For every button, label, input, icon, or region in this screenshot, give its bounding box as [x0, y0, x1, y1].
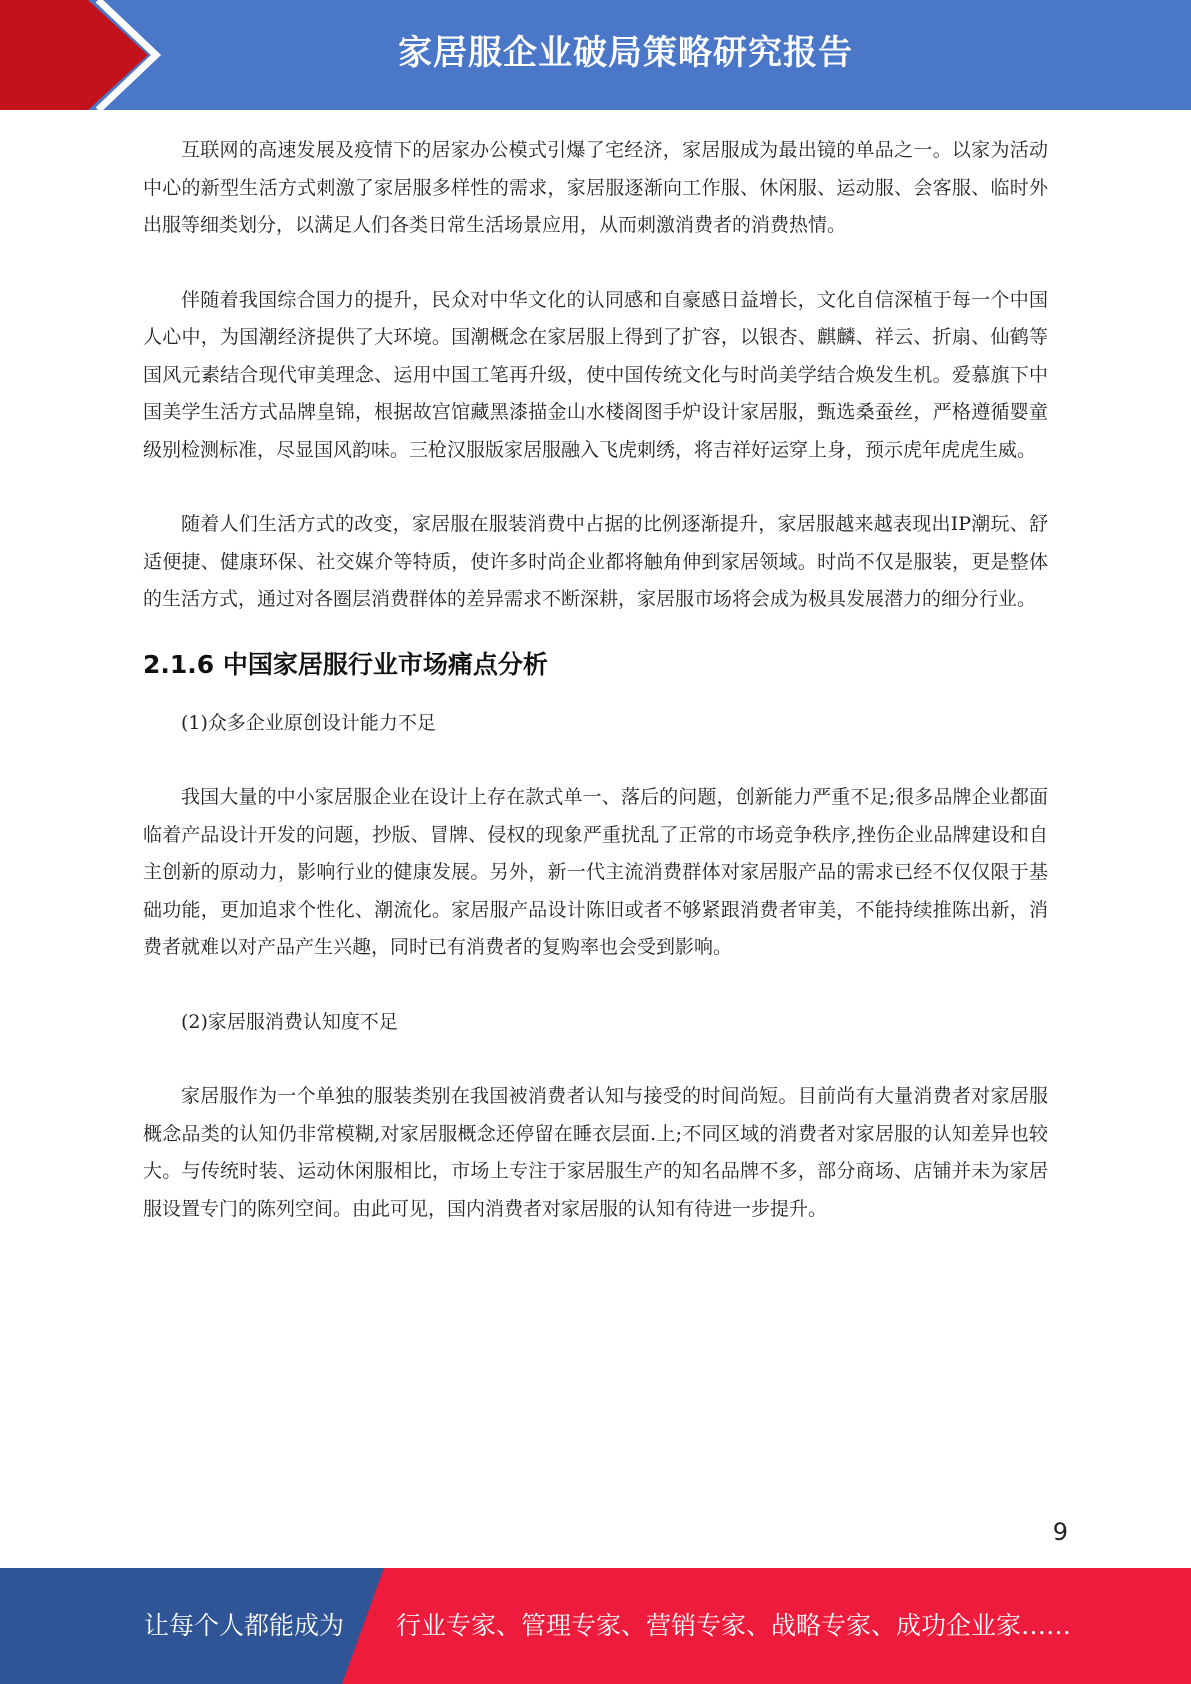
point1-title: (1)众多企业原创设计能力不足	[181, 711, 436, 734]
point1-paragraph: 我国大量的中小家居服企业在设计上存在款式单一、落后的问题，创新能力严重不足;很多品牌企业都面临着产品设计开发的问题，抄版、冒牌、侵权的现象严重扰乱了正常的市场竞争秩序,挫伤企业品牌建设和自主创新的原动力，影响行业的健康发展。另外，新一代主流消费群体对家居服产品的需求已经不仅仅限于基础功能，更加追求个性化、潮流化。家居服产品设计陈旧或者不够紧跟消费者审美，不能持续推陈出新，消费者就难以对产品产生兴趣，同时已有消费者的复购率也会受到影响。	[143, 786, 1048, 958]
page-number: 9	[1052, 1518, 1068, 1546]
paragraph-lifestyle: 随着人们生活方式的改变，家居服在服装消费中占据的比例逐渐提升，家居服越来越表现出IP潮玩、舒适便捷、健康环保、社交媒介等特质，使许多时尚企业都将触角伸到家居领域。时尚不仅是服装，更是整体的生活方式，通过对各圈层消费群体的差异需求不断深耕，家居服市场将会成为极具发展潜力的细分行业。	[143, 513, 1048, 610]
point2-title: (2)家居服消费认知度不足	[181, 1010, 398, 1033]
page-header	[0, 0, 1191, 110]
document-body	[143, 132, 1048, 1228]
paragraph-guochao: 伴随着我国综合国力的提升，民众对中华文化的认同感和自豪感日益增长，文化自信深植于每一个中国人心中，为国潮经济提供了大环境。国潮概念在家居服上得到了扩容，以银杏、麒麟、祥云、折扇、仙鹤等国风元素结合现代审美理念、运用中国工笔再升级，使中国传统文化与时尚美学结合焕发生机。爱慕旗下中国美学生活方式品牌皇锦，根据故宫馆藏黑漆描金山水楼阁图手炉设计家居服，甄选桑蚕丝，严格遵循婴童级别检测标准，尽显国风韵味。三枪汉服版家居服融入飞虎刺绣，将吉祥好运穿上身，预示虎年虎虎生威。	[143, 288, 1048, 461]
footer-slogan-left: 让每个人都能成为	[144, 1611, 345, 1640]
footer-slogan-right: 行业专家、管理专家、营销专家、战略专家、成功企业家……	[396, 1611, 1072, 1640]
header-title: 家居服企业破局策略研究报告	[398, 33, 853, 73]
page-footer	[0, 1568, 1191, 1684]
paragraph-home-economy: 互联网的高速发展及疫情下的居家办公模式引爆了宅经济，家居服成为最出镜的单品之一。以家为活动中心的新型生活方式刺激了家居服多样性的需求，家居服逐渐向工作服、休闲服、运动服、会客服、临时外出服等细类划分，以满足人们各类日常生活场景应用，从而刺激消费者的消费热情。	[143, 139, 1048, 236]
section-heading: 2.1.6 中国家居服行业市场痛点分析	[143, 649, 548, 679]
point2-paragraph: 家居服作为一个单独的服装类别在我国被消费者认知与接受的时间尚短。目前尚有大量消费者对家居服概念品类的认知仍非常模糊,对家居服概念还停留在睡衣层面.上;不同区域的消费者对家居服的认知差异也较大。与传统时装、运动休闲服相比，市场上专注于家居服生产的知名品牌不多，部分商场、店铺并未为家居服设置专门的陈列空间。由此可见，国内消费者对家居服的认知有待进一步提升。	[143, 1085, 1048, 1220]
